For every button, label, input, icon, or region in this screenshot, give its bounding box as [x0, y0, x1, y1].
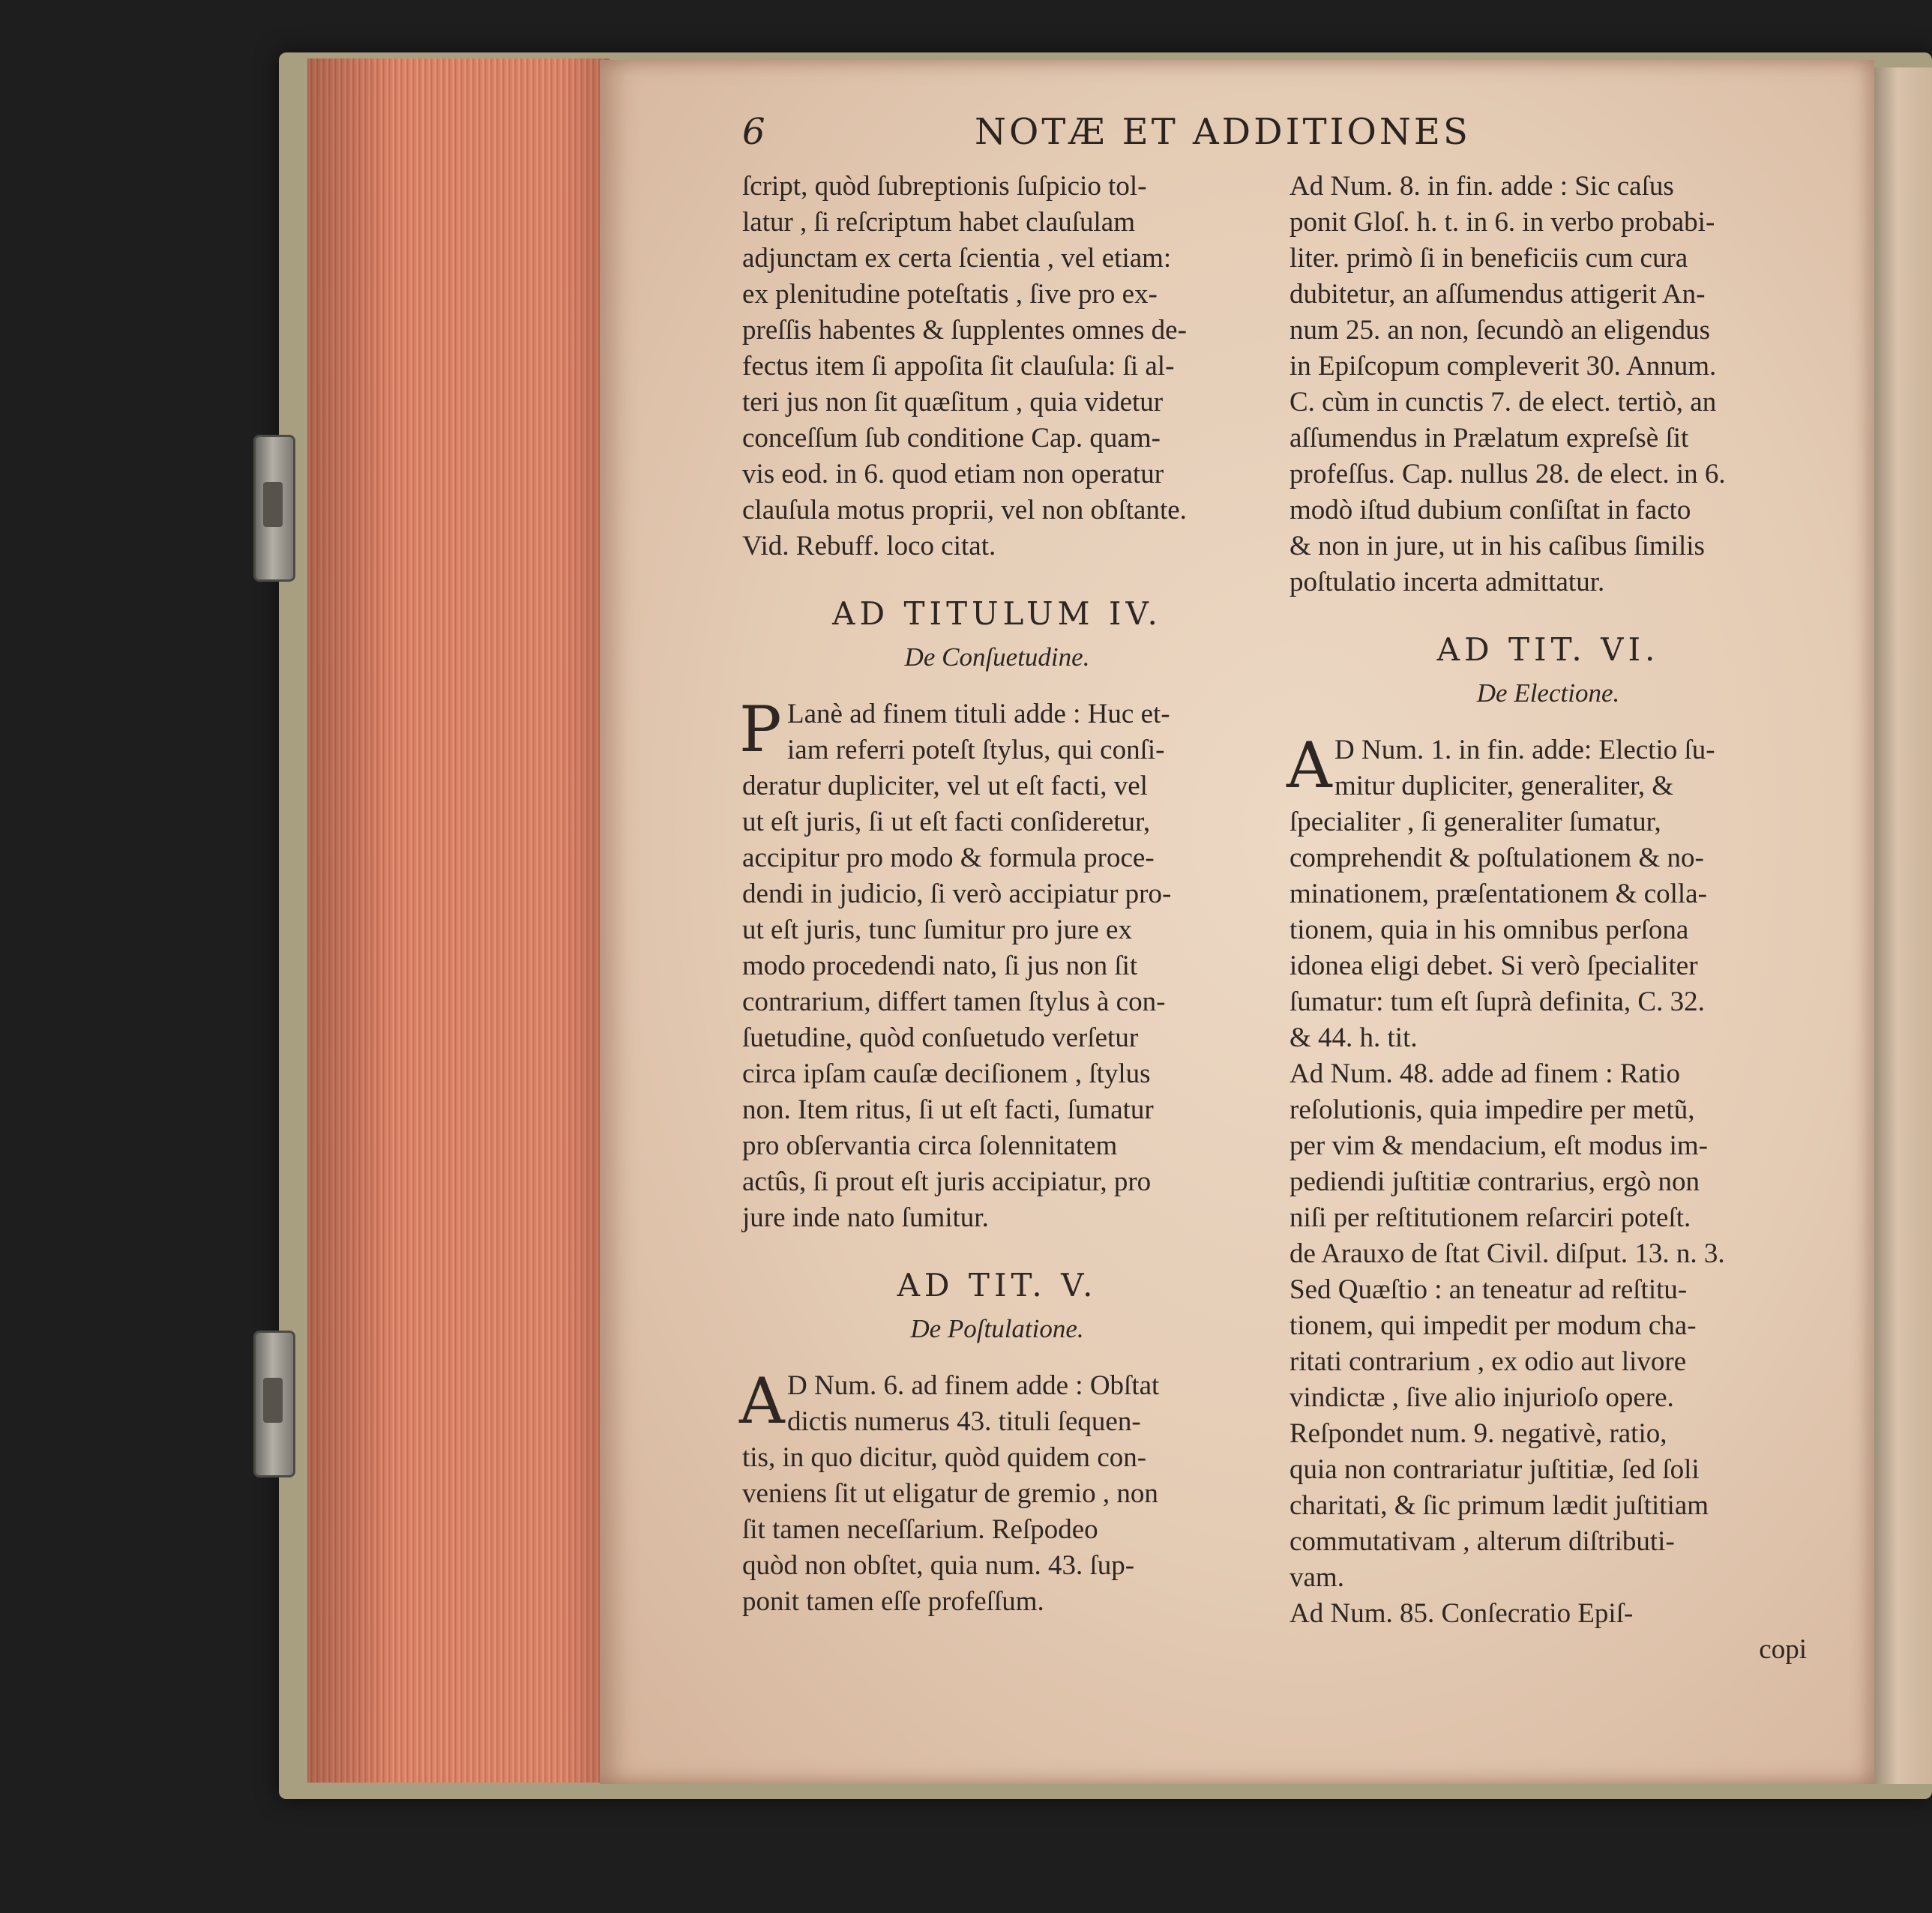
- text-line: deratur dupliciter, vel ut eſt facti, vel: [742, 771, 1148, 801]
- text-line: preſſis habentes & ſupplentes omnes de-: [742, 315, 1187, 346]
- text-line: tionem, qui impedit per modum cha-: [1289, 1310, 1697, 1341]
- text-line: Sed Quæſtio : an teneatur ad reſtitu-: [1289, 1274, 1688, 1305]
- section-iv-paragraph: [739, 693, 1252, 1236]
- text-line: Ad Num. 48. adde ad finem : Ratio: [1289, 1058, 1680, 1089]
- text-line: commutativam , alterum diſtributi-: [1289, 1526, 1675, 1557]
- text-line: ut eſt juris, ſi ut eſt facti conſideretur,: [742, 807, 1151, 837]
- left-intro-paragraph: [742, 169, 1252, 564]
- section-subheading: De Poſtulatione.: [910, 1314, 1084, 1343]
- right-column: [1289, 169, 1807, 1668]
- text-line: quia non contrariatur juſtitiæ, ſed ſoli: [1289, 1454, 1700, 1485]
- text-line: poſtulatio incerta admittatur.: [1289, 567, 1605, 597]
- text-line: liter. primò ſi in beneficiis cum cura: [1289, 243, 1688, 274]
- text-line: per vim & mendacium, eſt modus im-: [1289, 1130, 1708, 1161]
- text-line: & 44. h. tit.: [1289, 1022, 1418, 1053]
- text-line: vis eod. in 6. quod etiam non operatur: [742, 459, 1164, 489]
- upper-clasp: [253, 435, 295, 582]
- text-line: veniens ſit ut eligatur de gremio , non: [742, 1478, 1158, 1509]
- text-line: pro obſervantia circa ſolennitatem: [742, 1130, 1118, 1161]
- section-subheading: De Electione.: [1476, 678, 1620, 708]
- text-line: Reſpondet num. 9. negativè, ratio,: [1289, 1418, 1667, 1449]
- text-line: niſi per reſtitutionem reſarciri poteſt.: [1289, 1202, 1691, 1233]
- text-line: reſolutionis, quia impedire per metũ,: [1289, 1094, 1695, 1125]
- text-line: fectus item ſi appoſita ſit clauſula: ſi al-: [742, 351, 1175, 382]
- text-line: iam referri poteſt ſtylus, qui conſi-: [787, 735, 1165, 765]
- text-line: non. Item ritus, ſi ut eſt facti, ſumatur: [742, 1094, 1154, 1125]
- right-intro-paragraph: [1289, 169, 1807, 600]
- text-line: num 25. an non, ſecundò an eligendus: [1289, 315, 1711, 346]
- text-line: modò iſtud dubium conſiſtat in facto: [1289, 495, 1691, 525]
- text-line: ſpecialiter , ſi generaliter ſumatur,: [1289, 807, 1661, 837]
- catchword: copi: [1759, 1634, 1807, 1665]
- text-line: dendi in judicio, ſi verò accipiatur pro-: [742, 879, 1172, 909]
- text-line: teri jus non ſit quæſitum , quia videtur: [742, 387, 1164, 418]
- text-line: ritati contrarium , ex odio aut livore: [1289, 1346, 1687, 1377]
- text-line: pediendi juſtitiæ contrarius, ergò non: [1289, 1166, 1700, 1197]
- text-line: Vid. Rebuff. loco citat.: [742, 531, 996, 561]
- text-line: quòd non obſtet, quia num. 43. ſup-: [742, 1550, 1135, 1581]
- text-line: charitati, & ſic primum lædit juſtitiam: [1289, 1490, 1709, 1521]
- drop-cap: P: [739, 693, 782, 766]
- text-line: Ad Num. 85. Conſecratio Epiſ-: [1289, 1598, 1634, 1629]
- text-line: D Num. 1. in fin. adde: Electio ſu-: [1334, 735, 1715, 765]
- section-vi-paragraph: [1287, 729, 1807, 1668]
- text-line: dictis numerus 43. tituli ſequen-: [787, 1406, 1141, 1437]
- text-line: Lanè ad finem tituli adde : Huc et-: [787, 699, 1170, 729]
- text-line: ſit tamen neceſſarium. Reſpodeo: [742, 1514, 1098, 1545]
- section-heading: AD TIT. V.: [897, 1267, 1098, 1304]
- text-line: conceſſum ſub conditione Cap. quam-: [742, 423, 1161, 454]
- left-column: [739, 169, 1252, 1620]
- facing-page-edge: [1874, 67, 1932, 1784]
- drop-cap: A: [739, 1364, 785, 1438]
- section-heading: AD TIT. VI.: [1436, 631, 1660, 668]
- text-line: ponit tamen eſſe profeſſum.: [742, 1586, 1044, 1617]
- page-number: 6: [742, 111, 768, 153]
- text-line: & non in jure, ut in his caſibus ſimilis: [1289, 531, 1705, 561]
- text-line: ſumatur: tum eſt ſuprà definita, C. 32.: [1289, 986, 1705, 1017]
- text-line: de Arauxo de ſtat Civil. diſput. 13. n. 3.: [1289, 1238, 1725, 1269]
- text-line: jure inde nato ſumitur.: [742, 1202, 989, 1233]
- text-line: dubitetur, an aſſumendus attigerit An-: [1289, 279, 1706, 310]
- text-line: adjunctam ex certa ſcientia , vel etiam:: [742, 243, 1172, 274]
- text-line: C. cùm in cunctis 7. de elect. tertiò, an: [1289, 387, 1717, 418]
- text-line: comprehendit & poſtulationem & no-: [1289, 843, 1704, 873]
- text-line: minationem, præſentationem & colla-: [1289, 879, 1707, 909]
- running-title: NOTÆ ET ADDITIONES: [975, 111, 1471, 153]
- text-line: tis, in quo dicitur, quòd quidem con-: [742, 1442, 1147, 1473]
- text-line: mitur dupliciter, generaliter, &: [1334, 771, 1674, 801]
- text-line: actûs, ſi prout eſt juris accipiatur, pro: [742, 1166, 1152, 1197]
- drop-cap: A: [1287, 729, 1332, 802]
- text-line: D Num. 6. ad finem adde : Obſtat: [787, 1370, 1160, 1401]
- text-line: ut eſt juris, tunc ſumitur pro jure ex: [742, 915, 1132, 945]
- text-line: profeſſus. Cap. nullus 28. de elect. in 6.: [1289, 459, 1726, 489]
- text-line: tionem, quia in his omnibus perſona: [1289, 915, 1689, 945]
- text-line: Ad Num. 8. in fin. adde : Sic caſus: [1289, 171, 1674, 202]
- text-line: aſſumendus in Prælatum expreſsè ſit: [1289, 423, 1689, 454]
- text-line: latur , ſi reſcriptum habet clauſulam: [742, 207, 1135, 238]
- text-line: vam.: [1289, 1562, 1344, 1593]
- text-line: idonea eligi debet. Si verò ſpecialiter: [1289, 951, 1698, 981]
- page-edges-shade: [307, 58, 607, 1783]
- text-line: ſuetudine, quòd conſuetudo verſetur: [742, 1022, 1139, 1053]
- text-line: clauſula motus proprii, vel non obſtante.: [742, 495, 1187, 525]
- text-line: modo procedendi nato, ſi jus non ſit: [742, 951, 1138, 981]
- text-line: vindictæ , ſive alio injurioſo opere.: [1289, 1382, 1674, 1413]
- text-line: ex plenitudine poteſtatis , ſive pro ex-: [742, 279, 1158, 310]
- text-line: circa ipſam cauſæ deciſionem , ſtylus: [742, 1058, 1151, 1089]
- text-line: accipitur pro modo & formula proce-: [742, 843, 1155, 873]
- text-line: ſcript, quòd ſubreptionis ſuſpicio tol-: [742, 171, 1147, 202]
- text-line: in Epiſcopum compleverit 30. Annum.: [1289, 351, 1717, 382]
- text-line: contrarium, differt tamen ſtylus à con-: [742, 986, 1166, 1017]
- section-subheading: De Conſuetudine.: [904, 642, 1090, 672]
- text-line: ponit Gloſ. h. t. in 6. in verbo probabi-: [1289, 207, 1715, 238]
- section-v-paragraph: [739, 1364, 1252, 1620]
- section-heading: AD TITULUM IV.: [832, 595, 1162, 632]
- lower-clasp: [253, 1331, 295, 1477]
